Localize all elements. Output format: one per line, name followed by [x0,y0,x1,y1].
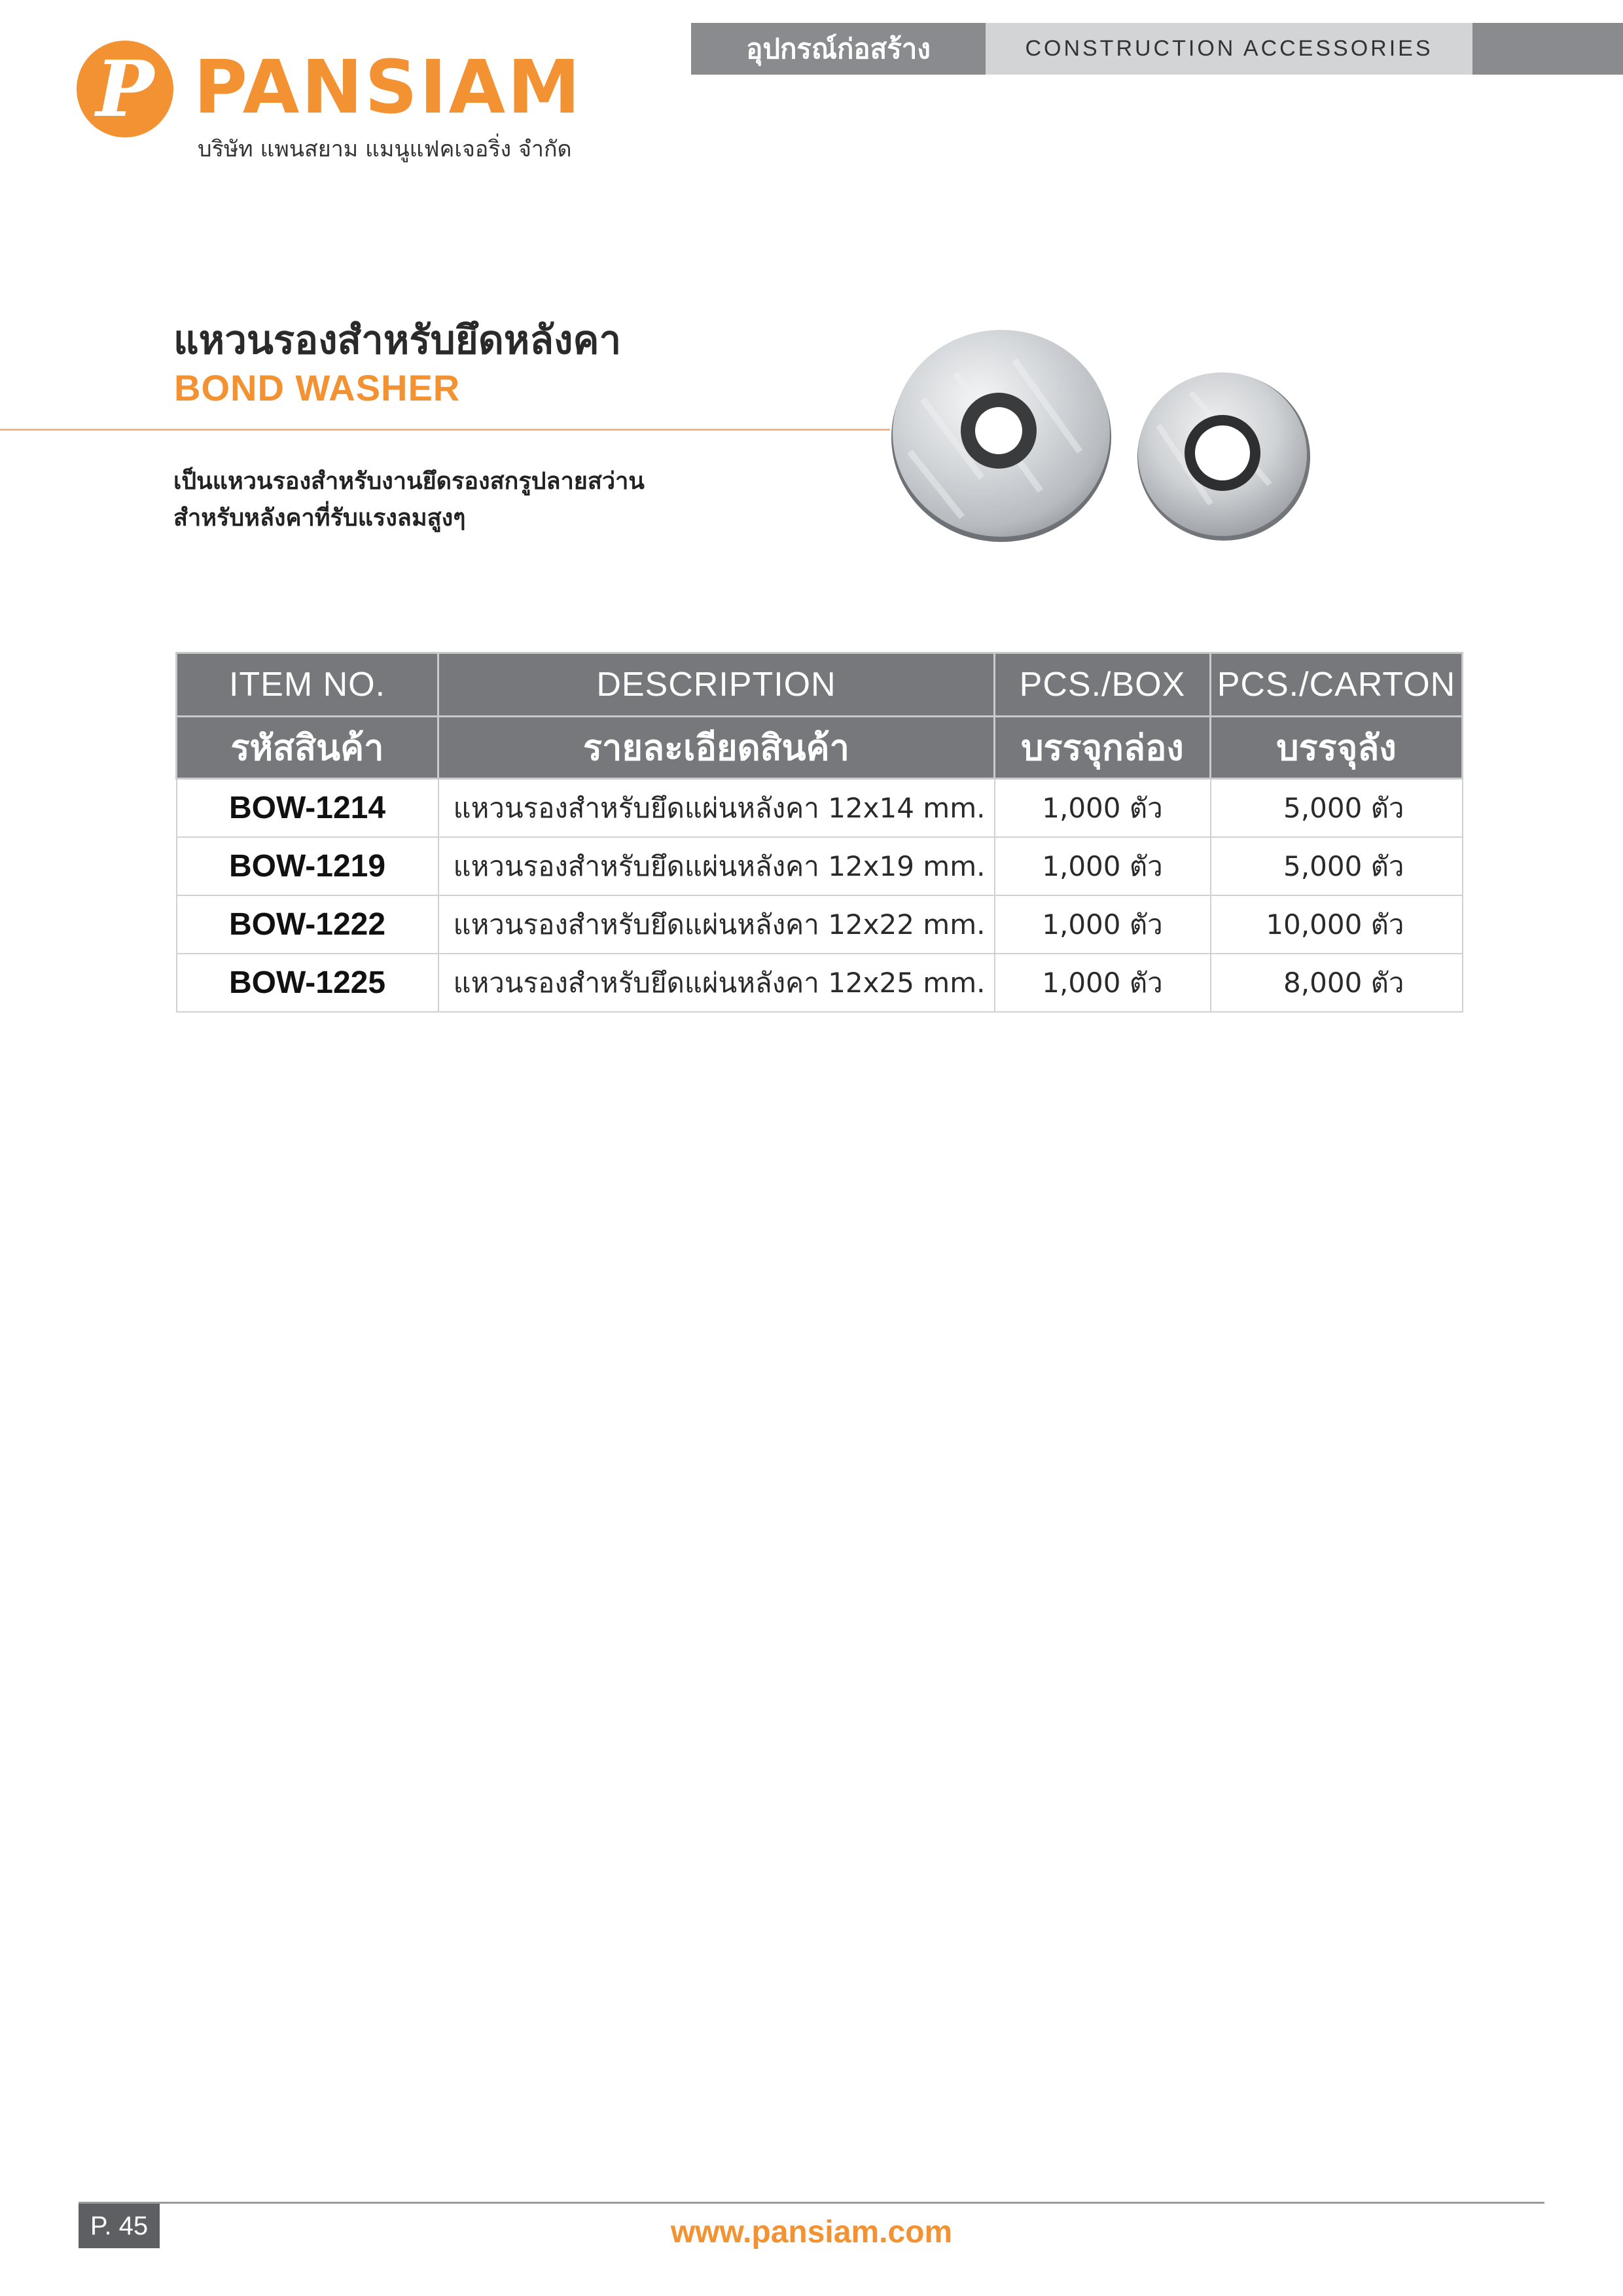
brand-name: PANSIAM [194,45,582,130]
pcs-per-carton: 8,000 ตัว [1211,954,1463,1012]
product-title-thai: แหวนรองสำหรับยึดหลังคา [173,317,622,363]
column-header-pcs-box-thai: บรรจุกล่อง [995,717,1211,779]
pcs-per-box: 1,000 ตัว [995,837,1211,895]
column-header-pcs-box: PCS./BOX [995,653,1211,717]
item-description: แหวนรองสำหรับยึดแผ่นหลังคา 12x14 mm. [438,779,995,838]
company-name-thai: บริษัท แพนสยาม แมนูแฟคเจอริ่ง จำกัด [198,136,572,162]
item-description: แหวนรองสำหรับยึดแผ่นหลังคา 12x19 mm. [438,837,995,895]
column-header-pcs-carton: PCS./CARTON [1211,653,1463,717]
product-title-english: BOND WASHER [174,367,461,408]
website-link[interactable]: www.pansiam.com [670,2215,953,2250]
column-header-item-no-thai: รหัสสินค้า [177,717,438,779]
description-line: เป็นแหวนรองสำหรับงานยึดรองสกรูปลายสว่าน [173,468,645,495]
table-header-row-english [177,653,1463,717]
pcs-per-carton: 5,000 ตัว [1211,779,1463,838]
column-header-description: DESCRIPTION [438,653,995,717]
table-row [177,954,1463,1012]
washer-photo [883,321,1315,556]
pcs-per-box: 1,000 ตัว [995,954,1211,1012]
large-washer [891,330,1111,542]
pcs-per-carton: 5,000 ตัว [1211,837,1463,895]
item-code: BOW-1214 [177,779,438,838]
item-description: แหวนรองสำหรับยึดแผ่นหลังคา 12x25 mm. [438,954,995,1012]
item-code: BOW-1219 [177,837,438,895]
brand-logo-letter: P [96,43,154,134]
pcs-per-carton: 10,000 ตัว [1211,895,1463,954]
table-header-row-thai [177,717,1463,779]
item-description: แหวนรองสำหรับยึดแผ่นหลังคา 12x22 mm. [438,895,995,954]
footer-divider [79,2202,1544,2204]
table-row [177,779,1463,838]
item-code: BOW-1225 [177,954,438,1012]
table-row [177,895,1463,954]
column-header-item-no: ITEM NO. [177,653,438,717]
category-label-english: CONSTRUCTION ACCESSORIES [986,23,1472,75]
product-spec-table [175,652,1463,1013]
pcs-per-box: 1,000 ตัว [995,779,1211,838]
title-divider [0,429,890,431]
small-washer [1137,372,1310,541]
header-band-end [1472,23,1623,75]
page-number: P. 45 [79,2204,160,2248]
category-label-thai: อุปกรณ์ก่อสร้าง [691,23,986,75]
product-description [173,463,645,537]
column-header-pcs-carton-thai: บรรจุลัง [1211,717,1463,779]
description-line: สำหรับหลังคาที่รับแรงลมสูงๆ [173,505,466,531]
pcs-per-box: 1,000 ตัว [995,895,1211,954]
table-row [177,837,1463,895]
column-header-description-thai: รายละเอียดสินค้า [438,717,995,779]
item-code: BOW-1222 [177,895,438,954]
